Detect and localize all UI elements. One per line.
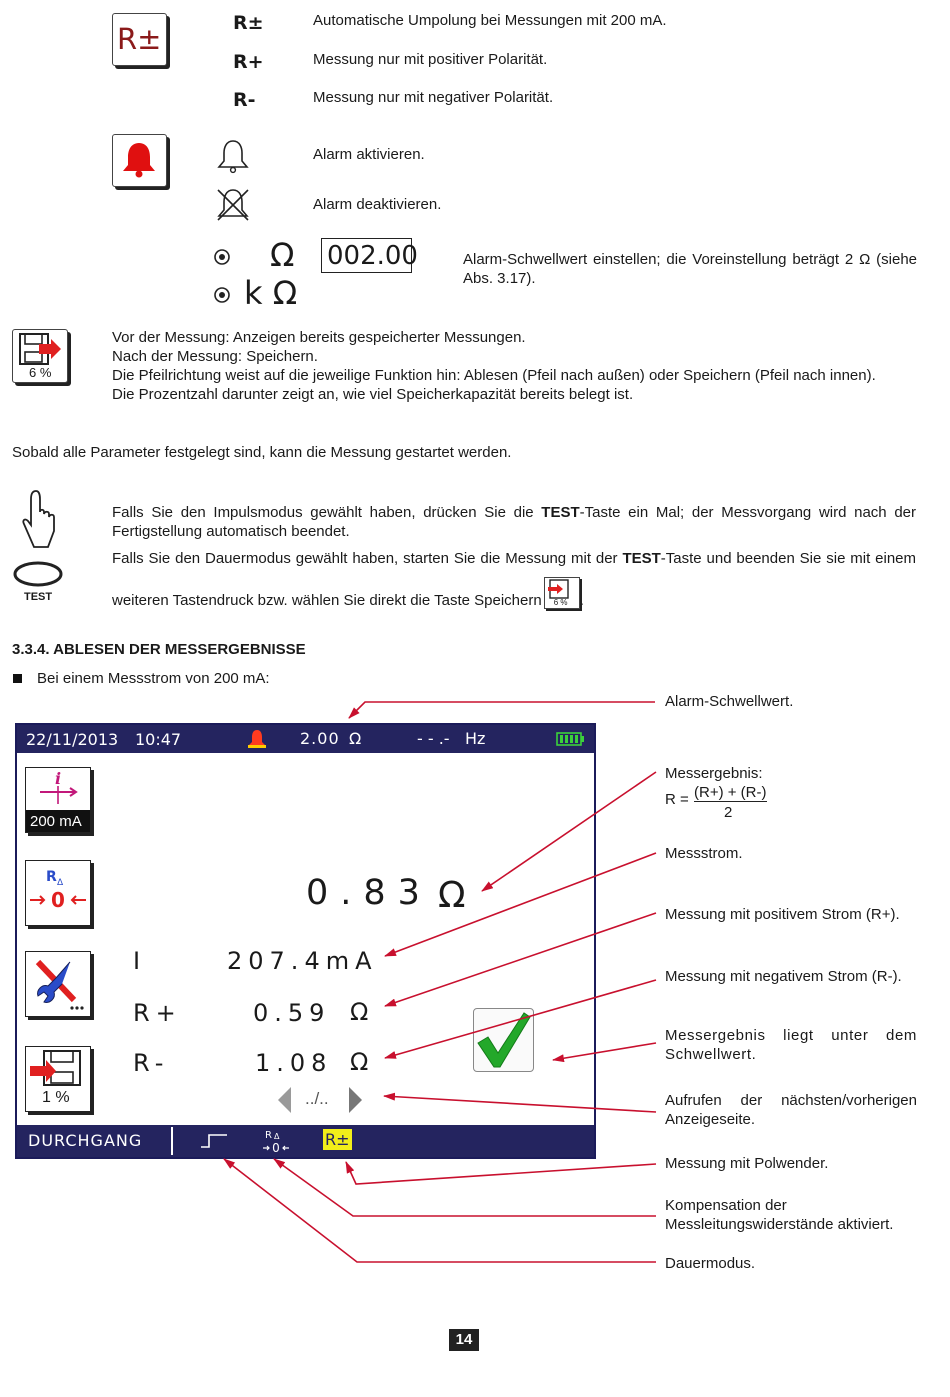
continuous-mode-icon — [199, 1131, 229, 1151]
r-plus-unit: Ω — [350, 998, 369, 1026]
arrow-alarm-threshold — [349, 702, 655, 718]
test-key-label: TEST — [24, 591, 53, 603]
svg-text:R: R — [46, 869, 57, 885]
test-pulse-post: -Taste ein Mal; der Messvorgang wird nach der Fertigstellung automatisch beendet. — [112, 504, 916, 540]
arrow-continuous — [224, 1159, 656, 1262]
polarity-symbol-positive: R+ — [233, 51, 264, 73]
anno-polarity: Messung mit Polwender. — [665, 1155, 829, 1172]
bell-outline-icon — [215, 138, 251, 174]
anno-continuous: Dauermodus. — [665, 1255, 756, 1272]
status-threshold-unit: Ω — [349, 729, 362, 748]
inline-floppy-icon — [545, 578, 579, 600]
anno-result-numerator: (R+) + (R-) — [694, 784, 767, 801]
r-minus-unit: Ω — [350, 1048, 369, 1076]
anno-current: Messstrom. — [665, 845, 743, 862]
polarity-button[interactable] — [112, 13, 167, 66]
svg-text:0: 0 — [51, 888, 65, 912]
compensation-active-icon — [261, 1127, 291, 1155]
test-pulse-paragraph — [112, 503, 916, 541]
bell-icon — [113, 135, 166, 186]
anno-below-threshold: Messergebnis liegt unter dem Schwellwert. — [665, 1027, 917, 1063]
polarity-positive-text: Messung nur mit positiver Polarität. — [313, 51, 548, 68]
anno-result-title: Messergebnis: — [665, 765, 763, 782]
threshold-description: Alarm-Schwellwert einstellen; die Voreinstellung beträgt 2 Ω (siehe Abs. 3.17). — [463, 251, 917, 287]
anno-positive: Messung mit positivem Strom (R+). — [665, 906, 900, 923]
test-cont-end: . — [579, 592, 584, 609]
svg-text:i: i — [54, 769, 62, 788]
anno-alarm-threshold: Alarm-Schwellwert. — [665, 693, 794, 710]
r-plus-label: R+ — [133, 999, 182, 1027]
current-label: I — [133, 947, 147, 975]
memory-button[interactable] — [12, 329, 68, 383]
anno-result-prefix: R = — [665, 791, 689, 808]
svg-text:R: R — [265, 1130, 272, 1141]
unit-kohm-label: k Ω — [244, 274, 298, 312]
threshold-value: 002.00 — [327, 241, 418, 271]
compensation-icon — [26, 861, 90, 925]
svg-text:0: 0 — [272, 1141, 280, 1155]
save-percent: 1 % — [42, 1089, 70, 1106]
status-time: 10:47 — [135, 730, 182, 749]
threshold-value-field[interactable] — [321, 238, 418, 273]
previous-page-icon[interactable] — [277, 1086, 293, 1114]
section-bullet-text: Bei einem Messstrom von 200 mA: — [37, 670, 270, 687]
radio-ohm-icon[interactable] — [213, 248, 231, 266]
result-value: 0.83 — [306, 873, 432, 913]
polarity-icon: R± — [117, 22, 162, 56]
polarity-negative-text: Messung nur mit negativer Polarität. — [313, 89, 554, 106]
polarity-tag: R± — [325, 1130, 350, 1149]
bullet-square-icon — [13, 674, 22, 683]
alarm-off-text: Alarm deaktivieren. — [313, 196, 442, 213]
page-number: 14 — [455, 1331, 473, 1348]
status-bar — [17, 725, 594, 753]
next-page-icon[interactable] — [347, 1086, 363, 1114]
start-text: Sobald alle Parameter festgelegt sind, kann die Messung gestartet werden. — [12, 444, 512, 461]
arrow-compensation — [274, 1159, 656, 1216]
memory-line-2: Nach der Messung: Speichern. — [112, 348, 318, 365]
radio-kohm-icon[interactable] — [213, 286, 231, 304]
polarity-symbol-auto: R± — [233, 12, 264, 34]
inline-save-percent: 6 % — [553, 598, 568, 607]
tools-icon — [26, 952, 90, 1016]
battery-icon — [556, 731, 586, 747]
polarity-auto-text: Automatische Umpolung bei Messungen mit 200 mA. — [313, 12, 667, 29]
alarm-on-text: Alarm aktivieren. — [313, 146, 425, 163]
unit-ohm-label: Ω — [270, 236, 295, 274]
test-cont-key: TEST — [622, 550, 661, 567]
r-minus-label: R- — [133, 1049, 170, 1077]
save-floppy-icon — [26, 1047, 90, 1091]
bell-muted-icon — [214, 186, 252, 224]
pass-indicator — [473, 1008, 534, 1072]
test-key-icon[interactable] — [11, 560, 65, 588]
memory-line-3: Die Pfeilrichtung weist auf die jeweilige Funktion hin: Ablesen (Pfeil nach außen) oder Speichern (Pfeil nach innen). — [112, 367, 876, 384]
page-number-box — [449, 1329, 479, 1351]
test-pulse-pre: Falls Sie den Impulsmodus gewählt haben, drücken Sie die — [112, 504, 542, 521]
result-unit: Ω — [438, 875, 466, 916]
alarm-button[interactable] — [112, 134, 167, 187]
current-icon — [26, 768, 90, 808]
status-frequency: - - .- — [417, 729, 450, 748]
alarm-active-icon — [246, 728, 268, 750]
section-heading: 3.3.4. ABLESEN DER MESSERGEBNISSE — [12, 641, 306, 658]
status-threshold: 2.00 — [300, 729, 340, 748]
svg-text:Δ: Δ — [57, 878, 64, 888]
status-date: 22/11/2013 — [26, 730, 119, 749]
status-frequency-unit: Hz — [465, 729, 486, 748]
device-screen — [15, 723, 596, 1159]
arrow-polarity — [346, 1162, 656, 1184]
compensation-button[interactable] — [25, 860, 91, 926]
settings-button[interactable] — [25, 951, 91, 1017]
anno-compensation: Kompensation der Messleitungswiderstände aktiviert. — [665, 1197, 894, 1233]
anno-negative: Messung mit negativem Strom (R-). — [665, 968, 902, 985]
test-cont-pre: Falls Sie den Dauermodus gewählt haben, starten Sie die Messung mit der — [112, 550, 623, 567]
save-button[interactable] — [25, 1046, 91, 1112]
anno-result-denominator: 2 — [724, 804, 733, 821]
mode-bar — [17, 1125, 594, 1157]
mode-divider — [171, 1127, 173, 1155]
memory-line-1: Vor der Messung: Anzeigen bereits gespeicherter Messungen. — [112, 329, 526, 346]
test-pulse-key: TEST — [541, 504, 580, 521]
svg-text:Δ: Δ — [274, 1132, 280, 1141]
inline-save-icon — [544, 577, 580, 609]
test-continuous-paragraph — [112, 541, 916, 619]
r-minus-value: 1.08 — [255, 1049, 333, 1077]
current-value: 207.4mA — [227, 947, 378, 975]
finger-press-icon — [10, 487, 66, 569]
polarity-symbol-negative: R- — [233, 89, 256, 111]
current-icon-label: 200 mA — [30, 813, 82, 830]
page-indicator: ../.. — [305, 1089, 329, 1108]
anno-pages: Aufrufen der nächsten/vorherigen Anzeigeseite. — [665, 1092, 917, 1128]
test-cont-post: -Taste und beenden Sie sie mit einem weiteren Tastendruck bzw. wählen Sie direkt die Taste Speichern — [112, 550, 917, 609]
current-select-button[interactable] — [25, 767, 91, 833]
memory-percent: 6 % — [29, 365, 52, 380]
checkmark-icon — [474, 1009, 533, 1071]
r-plus-value: 0.59 — [253, 999, 331, 1027]
mode-label: DURCHGANG — [28, 1131, 143, 1150]
memory-line-4: Die Prozentzahl darunter zeigt an, wie viel Speicherkapazität bereits belegt ist. — [112, 386, 634, 403]
